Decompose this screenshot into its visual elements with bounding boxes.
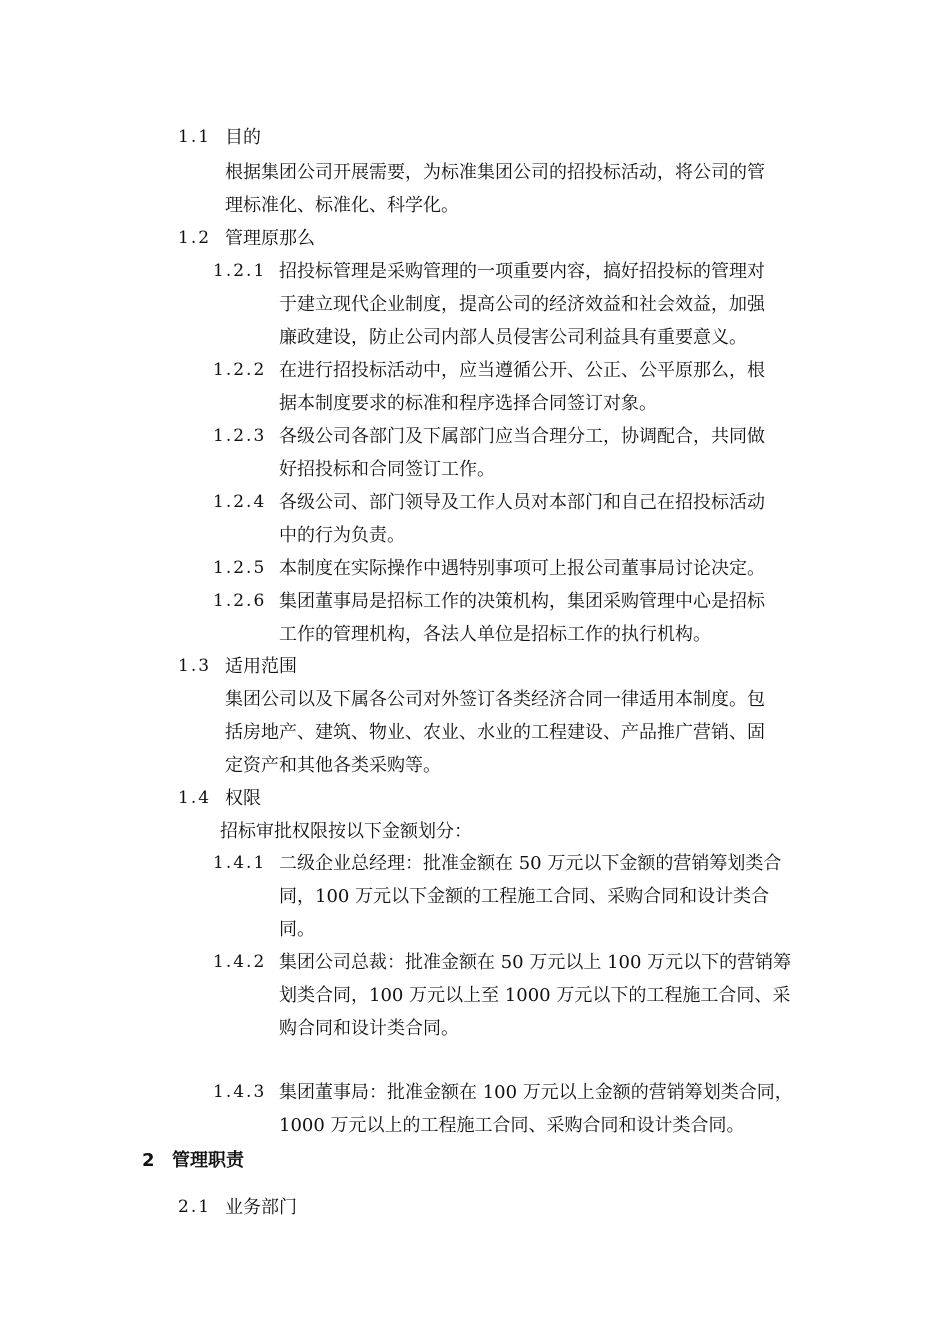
section-number-2-1: 2.1 (178, 1197, 212, 1217)
paragraph-line: 集团公司以及下属各公司对外签订各类经济合同一律适用本制度。包 (225, 689, 765, 710)
item-number-1-4-3: 1.4.3 (213, 1082, 267, 1102)
paragraph-line: 好招投标和合同签订工作。 (279, 459, 495, 480)
paragraph-line: 招投标管理是采购管理的一项重要内容，搞好招投标的管理对 (279, 261, 765, 282)
paragraph-line: 集团公司总裁：批准金额在 50 万元以上 100 万元以下的营销筹 (279, 952, 792, 973)
section-number-1-4: 1.4 (178, 788, 212, 808)
item-number-1-2-1: 1.2.1 (213, 261, 267, 281)
paragraph-line: 同，100 万元以下金额的工程施工合同、采购合同和设计类合 (279, 886, 770, 907)
section-title-2: 管理职责 (172, 1150, 244, 1171)
paragraph-line: 据本制度要求的标准和程序选择合同签订对象。 (279, 393, 657, 414)
paragraph-line: 集团董事局：批准金额在 100 万元以上金额的营销筹划类合同， (279, 1082, 793, 1103)
section-title-1-4: 权限 (225, 788, 261, 809)
item-number-1-4-1: 1.4.1 (213, 853, 267, 873)
paragraph-line: 工作的管理机构，各法人单位是招标工作的执行机构。 (279, 624, 711, 645)
item-number-1-2-3: 1.2.3 (213, 426, 267, 446)
section-number-1-3: 1.3 (178, 656, 212, 676)
paragraph-line: 廉政建设，防止公司内部人员侵害公司利益具有重要意义。 (279, 327, 747, 348)
paragraph-line: 括房地产、建筑、物业、农业、水业的工程建设、产品推广营销、固 (225, 722, 765, 743)
paragraph-line: 理标准化、标准化、科学化。 (225, 195, 459, 216)
section-title-1-3: 适用范围 (225, 656, 297, 677)
paragraph-line: 定资产和其他各类采购等。 (225, 755, 441, 776)
paragraph-line: 1000 万元以上的工程施工合同、采购合同和设计类合同。 (279, 1115, 745, 1136)
item-number-1-2-5: 1.2.5 (213, 558, 267, 578)
item-number-1-2-2: 1.2.2 (213, 360, 267, 380)
item-number-1-2-6: 1.2.6 (213, 591, 267, 611)
section-title-1-2: 管理原那么 (225, 228, 315, 249)
item-number-1-2-4: 1.2.4 (213, 492, 267, 512)
paragraph-line: 划类合同，100 万元以上至 1000 万元以下的工程施工合同、采 (279, 985, 791, 1006)
paragraph-line: 各级公司、部门领导及工作人员对本部门和自己在招投标活动 (279, 492, 765, 513)
section-number-1-1: 1.1 (178, 127, 212, 147)
paragraph-line: 招标审批权限按以下金额划分： (220, 821, 472, 842)
paragraph-line: 本制度在实际操作中遇特别事项可上报公司董事局讨论决定。 (279, 558, 765, 579)
section-title-1-1: 目的 (225, 127, 261, 148)
section-title-2-1: 业务部门 (225, 1197, 297, 1218)
paragraph-line: 购合同和设计类合同。 (279, 1018, 459, 1039)
paragraph-line: 在进行招投标活动中，应当遵循公开、公正、公平原那么，根 (279, 360, 765, 381)
paragraph-line: 中的行为负责。 (279, 525, 405, 546)
paragraph-line: 二级企业总经理：批准金额在 50 万元以下金额的营销筹划类合 (279, 853, 782, 874)
paragraph-line: 集团董事局是招标工作的决策机构，集团采购管理中心是招标 (279, 591, 765, 612)
paragraph-line: 同。 (279, 919, 315, 940)
item-number-1-4-2: 1.4.2 (213, 952, 267, 972)
section-number-2: 2 (142, 1150, 155, 1171)
paragraph-line: 于建立现代企业制度，提高公司的经济效益和社会效益，加强 (279, 294, 765, 315)
paragraph-line: 各级公司各部门及下属部门应当合理分工，协调配合，共同做 (279, 426, 765, 447)
paragraph-line: 根据集团公司开展需要，为标准集团公司的招投标活动，将公司的管 (225, 162, 765, 183)
section-number-1-2: 1.2 (178, 228, 212, 248)
